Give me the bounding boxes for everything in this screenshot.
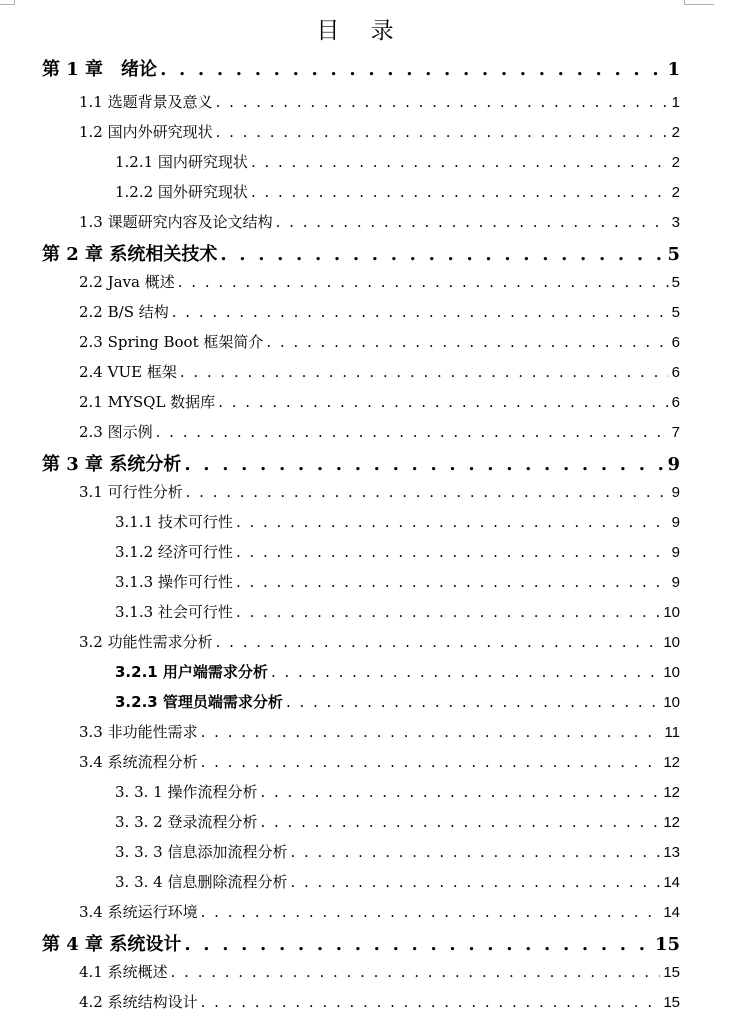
- toc-section-2-4-vue[interactable]: [79, 361, 680, 382]
- toc-entry-label: 3.1.2 经济可行性: [115, 543, 233, 561]
- toc-entry-label: 1.2 国内外研究现状: [79, 123, 213, 141]
- toc-page-number: 11: [664, 724, 680, 741]
- toc-leader-dots: [236, 543, 669, 561]
- toc-title: 目 录: [316, 18, 406, 44]
- toc-entry-label: 第 4 章 系统设计: [42, 934, 182, 955]
- toc-entry-label: 1.2.1 国内研究现状: [115, 153, 248, 171]
- toc-page-number: 2: [671, 124, 680, 141]
- toc-page-number: 9: [671, 484, 680, 501]
- toc-leader-dots: [171, 963, 661, 981]
- toc-entry-label: 第 1 章 绪论: [42, 59, 158, 80]
- toc-entry-label: 2.4 VUE 框架: [79, 363, 177, 381]
- toc-entry-label: 4.2 系统结构设计: [79, 993, 198, 1011]
- toc-page-number: 12: [663, 784, 680, 801]
- toc-page-number: 3: [671, 214, 680, 231]
- toc-section-3-2-1[interactable]: [115, 661, 680, 682]
- toc-leader-dots: [236, 513, 669, 531]
- toc-page-number: 9: [671, 544, 680, 561]
- toc-page-number: 10: [663, 664, 680, 681]
- toc-leader-dots: [201, 753, 661, 771]
- toc-page-number: 1: [667, 59, 680, 80]
- toc-page-number: 6: [671, 394, 680, 411]
- toc-section-2-3-figure[interactable]: [79, 421, 680, 442]
- toc-leader-dots: [218, 393, 668, 411]
- toc-leader-dots: [260, 783, 660, 801]
- toc-page-number: 10: [663, 604, 680, 621]
- toc-entry-label: 3. 3. 3 信息添加流程分析: [115, 843, 288, 861]
- toc-page-number: 15: [663, 994, 680, 1011]
- toc-leader-dots: [186, 483, 669, 501]
- toc-page-number: 15: [654, 934, 680, 955]
- toc-leader-dots: [290, 843, 660, 861]
- toc-entry-label: 2.3 图示例: [79, 423, 153, 441]
- toc-section-3-3[interactable]: [79, 721, 680, 742]
- toc-page-number: 5: [671, 304, 680, 321]
- corner-mark-left-v: [14, 0, 15, 5]
- toc-chapter-2[interactable]: [42, 240, 680, 266]
- toc-entry-label: 2.1 MYSQL 数据库: [79, 393, 216, 411]
- toc-page-number: 2: [671, 184, 680, 201]
- toc-leader-dots: [260, 813, 660, 831]
- corner-mark-right-v: [684, 0, 685, 5]
- toc-section-2-2-bs[interactable]: [79, 301, 680, 322]
- toc-section-4-1[interactable]: [79, 961, 680, 982]
- toc-section-1-2[interactable]: [79, 121, 680, 142]
- toc-section-3-1-2[interactable]: [115, 541, 680, 562]
- toc-leader-dots: [266, 333, 668, 351]
- toc-section-3-1-3-operation[interactable]: [115, 571, 680, 592]
- toc-page-number: 5: [671, 274, 680, 291]
- toc-section-1-3[interactable]: [79, 211, 680, 232]
- toc-section-1-2-1[interactable]: [115, 151, 680, 172]
- toc-entry-label: 3. 3. 4 信息删除流程分析: [115, 873, 288, 891]
- toc-section-3-2-3[interactable]: [115, 691, 680, 712]
- toc-chapter-1[interactable]: [42, 55, 680, 81]
- toc-entry-label: 3.2.3 管理员端需求分析: [115, 693, 283, 711]
- toc-page-number: 6: [671, 364, 680, 381]
- toc-entry-label: 3.4 系统运行环境: [79, 903, 198, 921]
- toc-section-4-2[interactable]: [79, 991, 680, 1012]
- toc-section-2-2-java[interactable]: [79, 271, 680, 292]
- toc-section-3-3-4[interactable]: [115, 871, 680, 892]
- toc-leader-dots: [201, 993, 661, 1011]
- toc-section-3-1[interactable]: [79, 481, 680, 502]
- toc-leader-dots: [184, 934, 652, 955]
- toc-leader-dots: [251, 153, 669, 171]
- toc-leader-dots: [286, 693, 660, 711]
- toc-entry-label: 2.2 Java 概述: [79, 273, 175, 291]
- toc-section-2-3-spring[interactable]: [79, 331, 680, 352]
- toc-section-2-1-mysql[interactable]: [79, 391, 680, 412]
- toc-page-number: 2: [671, 154, 680, 171]
- toc-page-number: 5: [667, 244, 680, 265]
- toc-page-number: 15: [663, 964, 680, 981]
- toc-entry-label: 3.3 非功能性需求: [79, 723, 198, 741]
- toc-entry-label: 3.2.1 用户端需求分析: [115, 663, 268, 681]
- toc-entry-label: 第 2 章 系统相关技术: [42, 244, 218, 265]
- toc-entry-label: 第 3 章 系统分析: [42, 454, 182, 475]
- toc-page-number: 12: [663, 754, 680, 771]
- toc-entry-label: 3.1 可行性分析: [79, 483, 183, 501]
- toc-leader-dots: [178, 273, 669, 291]
- toc-entry-label: 2.3 Spring Boot 框架简介: [79, 333, 264, 351]
- toc-page-number: 14: [663, 874, 680, 891]
- toc-section-3-4-flow[interactable]: [79, 751, 680, 772]
- toc-chapter-3[interactable]: [42, 450, 680, 476]
- toc-leader-dots: [236, 603, 660, 621]
- toc-entry-label: 3. 3. 2 登录流程分析: [115, 813, 258, 831]
- toc-leader-dots: [236, 573, 669, 591]
- toc-section-3-4-env[interactable]: [79, 901, 680, 922]
- toc-page-number: 9: [667, 454, 680, 475]
- toc-page-number: 12: [663, 814, 680, 831]
- toc-entry-label: 3.1.3 社会可行性: [115, 603, 233, 621]
- toc-leader-dots: [201, 903, 661, 921]
- toc-page-number: 9: [671, 574, 680, 591]
- corner-mark-left-h: [0, 4, 14, 5]
- toc-page-number: 13: [663, 844, 680, 861]
- toc-leader-dots: [180, 363, 669, 381]
- toc-page-number: 10: [663, 634, 680, 651]
- toc-section-3-3-2[interactable]: [115, 811, 680, 832]
- toc-leader-dots: [201, 723, 662, 741]
- toc-leader-dots: [160, 59, 664, 80]
- toc-leader-dots: [216, 633, 661, 651]
- toc-entry-label: 3.4 系统流程分析: [79, 753, 198, 771]
- toc-leader-dots: [276, 213, 669, 231]
- toc-page-number: 1: [671, 94, 680, 111]
- corner-mark-right-h: [684, 4, 714, 5]
- toc-entry-label: 1.1 选题背景及意义: [79, 93, 213, 111]
- toc-section-1-1[interactable]: [79, 91, 680, 112]
- toc-section-3-1-3-social[interactable]: [115, 601, 680, 622]
- toc-leader-dots: [251, 183, 669, 201]
- toc-page-number: 7: [671, 424, 680, 441]
- toc-chapter-4[interactable]: [42, 930, 680, 956]
- toc-section-3-2[interactable]: [79, 631, 680, 652]
- toc-entry-label: 3.2 功能性需求分析: [79, 633, 213, 651]
- toc-page-number: 10: [663, 694, 680, 711]
- toc-section-3-1-1[interactable]: [115, 511, 680, 532]
- toc-leader-dots: [271, 663, 660, 681]
- toc-page-number: 14: [663, 904, 680, 921]
- toc-section-3-3-3[interactable]: [115, 841, 680, 862]
- toc-entry-label: 4.1 系统概述: [79, 963, 168, 981]
- toc-leader-dots: [156, 423, 669, 441]
- toc-page-number: 9: [671, 514, 680, 531]
- toc-section-1-2-2[interactable]: [115, 181, 680, 202]
- toc-leader-dots: [184, 454, 664, 475]
- toc-leader-dots: [172, 303, 669, 321]
- toc-entry-label: 3.1.3 操作可行性: [115, 573, 233, 591]
- toc-section-3-3-1[interactable]: [115, 781, 680, 802]
- toc-leader-dots: [220, 244, 664, 265]
- toc-leader-dots: [216, 123, 669, 141]
- toc-entry-label: 1.2.2 国外研究现状: [115, 183, 248, 201]
- toc-entry-label: 3. 3. 1 操作流程分析: [115, 783, 258, 801]
- toc-entry-label: 1.3 课题研究内容及论文结构: [79, 213, 273, 231]
- toc-entry-label: 3.1.1 技术可行性: [115, 513, 233, 531]
- toc-entry-label: 2.2 B/S 结构: [79, 303, 169, 321]
- toc-leader-dots: [216, 93, 669, 111]
- toc-page-number: 6: [671, 334, 680, 351]
- toc-leader-dots: [290, 873, 660, 891]
